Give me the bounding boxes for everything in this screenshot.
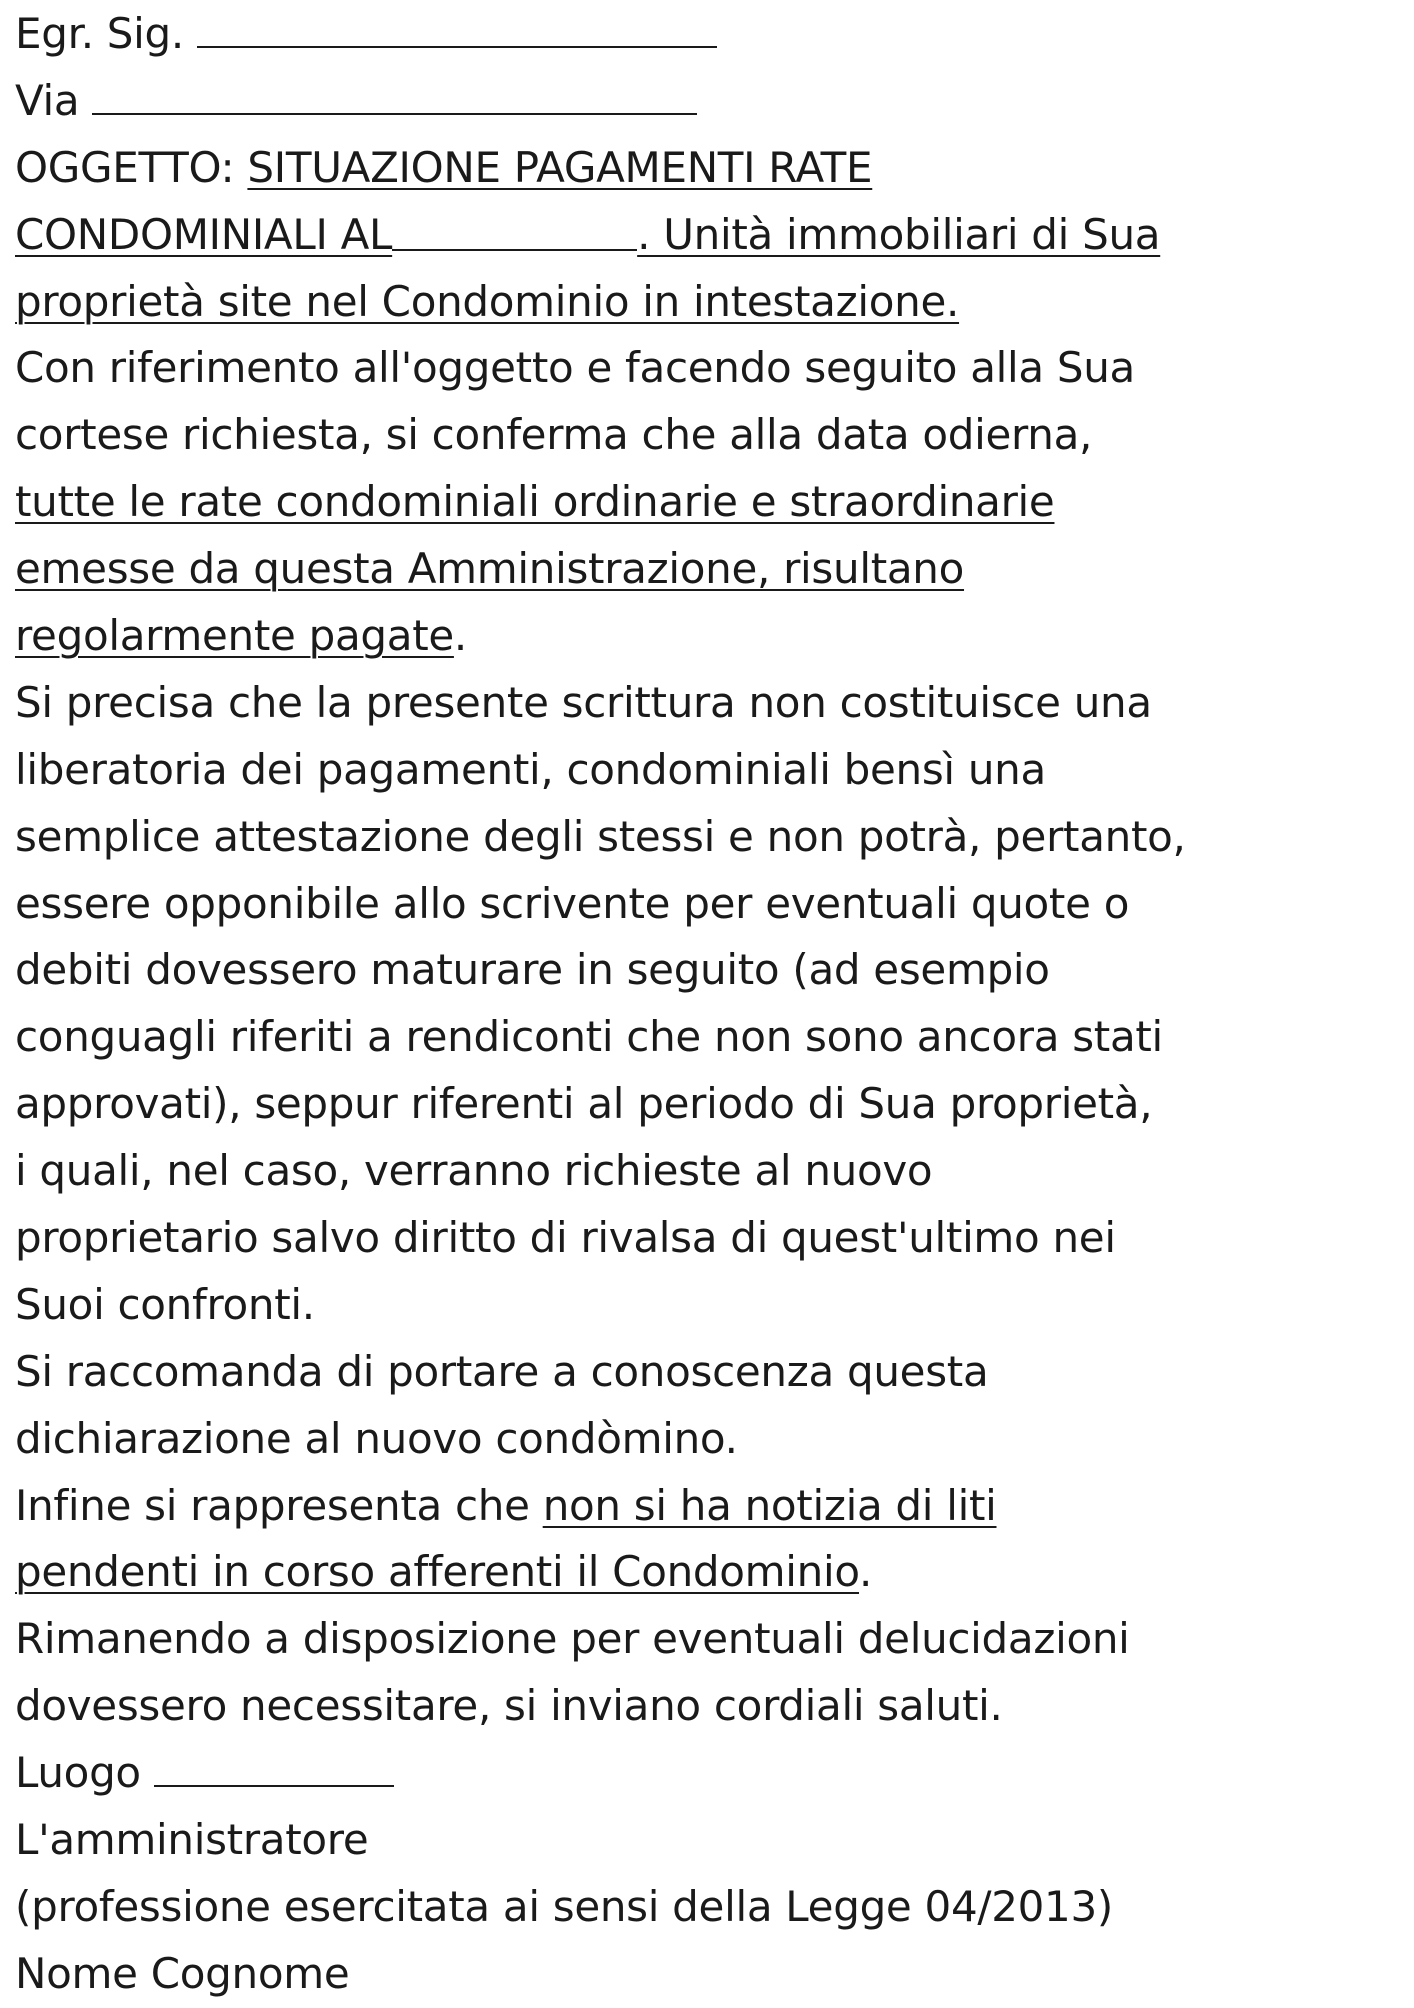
recipient-line (15, 1, 1414, 68)
body-text: Si raccomanda di portare a conoscenza questa (15, 1346, 989, 1396)
body-text: approvati), seppur riferenti al periodo di Sua proprietà, (15, 1079, 1153, 1129)
subject-text-3: . Unità immobiliari di Sua (637, 209, 1161, 259)
profession-note: (professione esercitata ai sensi della Legge 04/2013) (15, 1881, 1113, 1931)
body-text: semplice attestazione degli stessi e non potrà, pertanto, (15, 811, 1186, 861)
body-p2-line (15, 1071, 1414, 1138)
signatory-name-line (15, 1941, 1414, 2008)
body-p3-line-2 (15, 1406, 1414, 1473)
subject-date-blank (392, 223, 637, 251)
body-text: debiti dovessero maturare in seguito (ad esempio (15, 945, 1050, 995)
body-text: proprietario salvo diritto di rivalsa di quest'ultimo nei (15, 1213, 1116, 1263)
body-p1-line-2 (15, 402, 1414, 469)
body-p2-line (15, 804, 1414, 871)
subject-line-3 (15, 269, 1414, 336)
body-text: Suoi confronti. (15, 1279, 315, 1329)
body-p1-line-1 (15, 335, 1414, 402)
body-text: dichiarazione al nuovo condòmino. (15, 1413, 738, 1463)
body-text-underlined: emesse da questa Amministrazione, risultano (15, 544, 965, 594)
body-text: Rimanendo a disposizione per eventuali delucidazioni (15, 1614, 1130, 1664)
signatory-role-line (15, 1807, 1414, 1874)
body-text-underlined: pendenti in corso afferenti il Condominio (15, 1547, 860, 1597)
body-p2-line (15, 670, 1414, 737)
body-p2-line (15, 937, 1414, 1004)
body-text-underlined: tutte le rate condominiali ordinarie e straordinarie (15, 477, 1055, 527)
address-blank (92, 87, 697, 115)
body-p1-line-3 (15, 469, 1414, 536)
body-text: . (453, 611, 467, 661)
body-text-underlined: regolarmente pagate (15, 611, 454, 661)
body-p2-line (15, 1205, 1414, 1272)
address-line (15, 68, 1414, 135)
body-text: conguagli riferiti a rendiconti che non sono ancora stati (15, 1012, 1163, 1062)
body-text: Si precisa che la presente scrittura non costituisce una (15, 677, 1152, 727)
body-p2-line (15, 1004, 1414, 1071)
body-text: cortese richiesta, si conferma che alla data odierna, (15, 410, 1093, 460)
body-text: dovessero necessitare, si inviano cordiali saluti. (15, 1681, 1003, 1731)
subject-text-4: proprietà site nel Condominio in intestazione. (15, 276, 960, 326)
recipient-blank (197, 20, 717, 48)
body-text: liberatoria dei pagamenti, condominiali bensì una (15, 744, 1046, 794)
recipient-label: Egr. Sig. (15, 9, 184, 58)
body-p5-line-2 (15, 1673, 1414, 1740)
subject-text-1: SITUAZIONE PAGAMENTI RATE (247, 142, 873, 192)
body-p4-line-1 (15, 1473, 1414, 1540)
body-p2-line (15, 1138, 1414, 1205)
body-p2-line (15, 1272, 1414, 1339)
body-text: essere opponibile allo scrivente per eventuali quote o (15, 878, 1130, 928)
body-text: Con riferimento all'oggetto e facendo seguito alla Sua (15, 343, 1135, 393)
body-p2-line (15, 737, 1414, 804)
subject-text-2: CONDOMINIALI AL (15, 209, 393, 259)
body-p5-line-1 (15, 1606, 1414, 1673)
subject-line-1 (15, 135, 1414, 202)
body-p2-line (15, 871, 1414, 938)
profession-note-line (15, 1874, 1414, 1941)
body-text-underlined: non si ha notizia di liti (542, 1480, 997, 1530)
subject-line-2 (15, 202, 1414, 269)
body-p4-line-2 (15, 1539, 1414, 1606)
body-text: i quali, nel caso, verranno richieste al nuovo (15, 1146, 933, 1196)
body-p1-line-4 (15, 536, 1414, 603)
place-blank (154, 1759, 394, 1787)
address-label: Via (15, 75, 80, 125)
body-p1-line-5 (15, 603, 1414, 670)
subject-label: OGGETTO: (15, 142, 235, 192)
signatory-name: Nome Cognome (15, 1948, 350, 1998)
body-text: Infine si rappresenta che (15, 1480, 543, 1530)
place-label: Luogo (15, 1748, 141, 1798)
body-p3-line-1 (15, 1339, 1414, 1406)
place-line (15, 1740, 1414, 1807)
body-text: . (859, 1547, 873, 1597)
signatory-role: L'amministratore (15, 1815, 369, 1865)
